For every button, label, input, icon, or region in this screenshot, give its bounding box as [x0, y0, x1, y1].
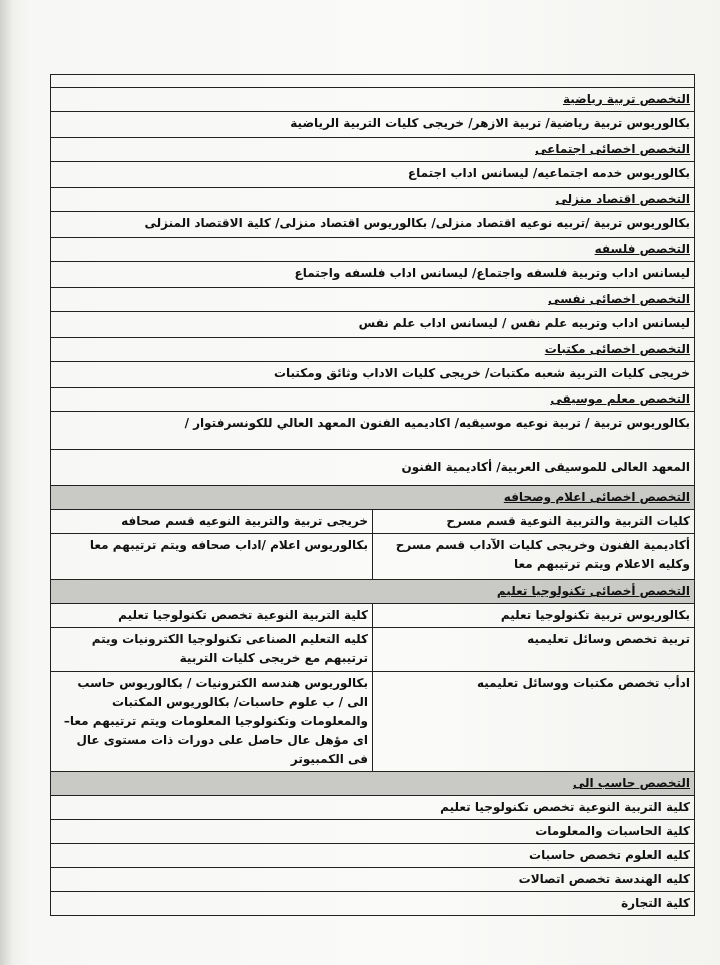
qualification-row: كلية الحاسبات والمعلومات — [51, 820, 695, 844]
specializations-table — [50, 74, 695, 916]
qualification-row: ليسانس اداب وتربيه علم نفس / ليسانس اداب علم نفس — [51, 312, 695, 338]
section-heading: التخصص اخصائى اعلام وصحافه — [51, 486, 695, 510]
qualification-row: كليه الهندسة تخصص اتصالات — [51, 868, 695, 892]
qualification-cell-left: خريجى تربية والتربية النوعيه قسم صحافه — [51, 510, 373, 534]
qualification-cell-left: كلية التربية النوعية تخصص تكنولوجيا تعليم — [51, 604, 373, 628]
section-heading: التخصص حاسب الى — [51, 772, 695, 796]
section-heading: التخصص اخصائى اجتماعى — [51, 138, 695, 162]
qualification-cell-right: بكالوريوس تربية تكنولوجيا تعليم — [373, 604, 695, 628]
section-heading: التخصص تربية رياضية — [51, 88, 695, 112]
section-heading: التخصص معلم موسيقى — [51, 388, 695, 412]
qualification-cell-left: كليه التعليم الصناعى تكنولوجيا الكترونيات ويتم ترتيبهم مع خريجى كليات التربية — [51, 628, 373, 672]
qualification-row: بكالوريوس تربية رياضية/ تربية الازهر/ خريجى كليات التربية الرياضية — [51, 112, 695, 138]
section-heading: التخصص فلسفه — [51, 238, 695, 262]
qualification-row: خريجى كليات التربية شعبه مكتبات/ خريجى كليات الاداب وثائق ومكتبات — [51, 362, 695, 388]
qualification-cell-right: أكاديمية الفنون وخريجى كليات الآداب قسم مسرح وكليه الاعلام ويتم ترتيبهم معا — [373, 534, 695, 580]
qualification-cell-left: بكالوريوس هندسه الكترونيات / بكالوريوس حاسب الى / ب علوم حاسبات/ بكالوريوس المكتبات والمعلومات وتكنولوجيا المعلومات ويتم ترتيبهم معا– اى مؤهل عال حاصل على دورات ذات مستوى عال فى الكمبيوتر — [51, 672, 373, 772]
qualification-row: بكالوريوس تربية /تربيه نوعيه اقتصاد منزلى/ بكالوريوس اقتصاد منزلى/ كلية الاقتصاد المنزلى — [51, 212, 695, 238]
qualification-cell-right: تربية تخصص وسائل تعليميه — [373, 628, 695, 672]
section-heading: التخصص اخصائى مكتبات — [51, 338, 695, 362]
section-heading: التخصص اخصائى نفسى — [51, 288, 695, 312]
section-heading: التخصص أخصائى تكنولوجيا تعليم — [51, 580, 695, 604]
qualification-row: كلية التربية النوعية تخصص تكنولوجيا تعليم — [51, 796, 695, 820]
page-edge — [0, 0, 14, 965]
qualification-cell-right: كليات التربية والتربية النوعية قسم مسرح — [373, 510, 695, 534]
qualification-row: كليه العلوم تخصص حاسبات — [51, 844, 695, 868]
qualification-row: المعهد العالى للموسيقى العربية/ أكاديمية الفنون — [51, 450, 695, 486]
qualification-cell-right: ادأب تخصص مكتبات ووسائل تعليميه — [373, 672, 695, 772]
top-empty-row — [51, 75, 695, 88]
qualification-row: ليسانس اداب وتربية فلسفه واجتماع/ ليسانس اداب فلسفه واجتماع — [51, 262, 695, 288]
qualification-cell-left: بكالوريوس اعلام /اداب صحافه ويتم ترتيبهم معا — [51, 534, 373, 580]
qualification-row: كلية التجارة — [51, 892, 695, 916]
qualification-row: بكالوريوس تربية / تربية نوعيه موسيقيه/ اكاديميه الفنون المعهد العالي للكونسرفتوار / — [51, 412, 695, 450]
qualification-row: بكالوريوس خدمه اجتماعيه/ ليسانس اداب اجتماع — [51, 162, 695, 188]
section-heading: التخصص اقتصاد منزلى — [51, 188, 695, 212]
